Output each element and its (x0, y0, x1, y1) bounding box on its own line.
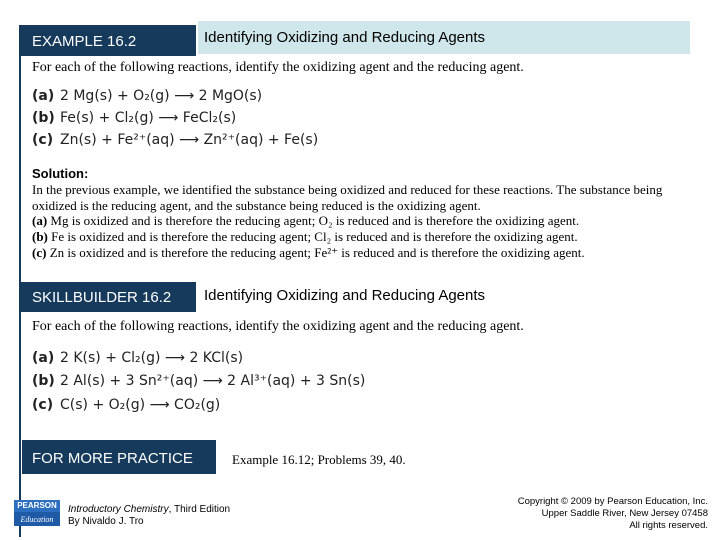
solution-letter: (b) (32, 229, 48, 245)
example-reaction-a (32, 88, 262, 104)
book-edition: , Third Edition (168, 504, 231, 515)
skillbuilder-label: SKILLBUILDER 16.2 (32, 289, 172, 306)
reaction-letter: (a) (32, 350, 55, 366)
solution-paragraph: In the previous example, we identified the substance being oxidized and reduced for these reactions. The substance being oxidized is the reducing agent, and the substance being reduced is the oxidizing agent. (32, 181, 663, 213)
copyright-line: All rights reserved. (629, 520, 708, 531)
left-rule (19, 25, 21, 537)
copyright-line: Upper Saddle River, New Jersey 07458 (541, 508, 708, 519)
solution-text: Zn is oxidized and is therefore the reducing agent; Fe²⁺ is reduced and is therefore the oxidizing agent. (46, 244, 585, 260)
reaction-letter: (b) (32, 110, 55, 126)
practice-label: FOR MORE PRACTICE (32, 450, 193, 467)
book-title: Introductory Chemistry (68, 504, 169, 515)
reaction-equation: C(s) + O₂(g) ⟶ CO₂(g) (60, 397, 221, 413)
solution-letter: (a) (32, 213, 48, 229)
solution-item-b (32, 229, 692, 245)
skillbuilder-reaction-b (32, 373, 365, 389)
solution-text: Mg is oxidized and is therefore the reducing agent; O₂ is reduced and is therefore the oxidizing agent. (47, 213, 580, 229)
skillbuilder-intro: For each of the following reactions, identify the oxidizing agent and the reducing agent. (32, 319, 524, 334)
solution-block (32, 166, 692, 261)
solution-text: Fe is oxidized and is therefore the reducing agent; Cl₂ is reduced and is therefore the oxidizing agent. (47, 229, 578, 245)
book-title-line (68, 504, 230, 516)
example-label: EXAMPLE 16.2 (32, 33, 137, 50)
skillbuilder-title: Identifying Oxidizing and Reducing Agents (204, 287, 486, 304)
reaction-equation: Zn(s) + Fe²⁺(aq) ⟶ Zn²⁺(aq) + Fe(s) (60, 132, 319, 148)
solution-item-c (32, 245, 692, 261)
copyright (460, 496, 708, 532)
reaction-equation: 2 Al(s) + 3 Sn²⁺(aq) ⟶ 2 Al³⁺(aq) + 3 Sn(s) (60, 373, 366, 389)
reaction-letter: (c) (32, 397, 54, 413)
reaction-equation: 2 Mg(s) + O₂(g) ⟶ 2 MgO(s) (60, 88, 263, 104)
example-reaction-b (32, 110, 236, 126)
skillbuilder-reaction-c (32, 397, 220, 413)
copyright-line: Copyright © 2009 by Pearson Education, Inc. (517, 496, 708, 507)
practice-text: Example 16.12; Problems 39, 40. (232, 452, 406, 467)
reaction-letter: (b) (32, 373, 55, 389)
solution-heading: Solution: (32, 166, 89, 181)
example-intro: For each of the following reactions, identify the oxidizing agent and the reducing agent. (32, 60, 524, 75)
reaction-letter: (a) (32, 88, 55, 104)
skillbuilder-reaction-a (32, 350, 243, 366)
logo-text-bottom: Education (20, 515, 54, 524)
book-credit (68, 504, 230, 528)
reaction-letter: (c) (32, 132, 54, 148)
example-reaction-c (32, 132, 318, 148)
solution-item-a (32, 213, 692, 229)
reaction-equation: Fe(s) + Cl₂(g) ⟶ FeCl₂(s) (60, 110, 237, 126)
example-title: Identifying Oxidizing and Reducing Agents (204, 29, 486, 46)
book-author: By Nivaldo J. Tro (68, 516, 144, 527)
logo-text-top: PEARSON (14, 500, 60, 512)
reaction-equation: 2 K(s) + Cl₂(g) ⟶ 2 KCl(s) (60, 350, 244, 366)
solution-letter: (c) (32, 244, 47, 260)
